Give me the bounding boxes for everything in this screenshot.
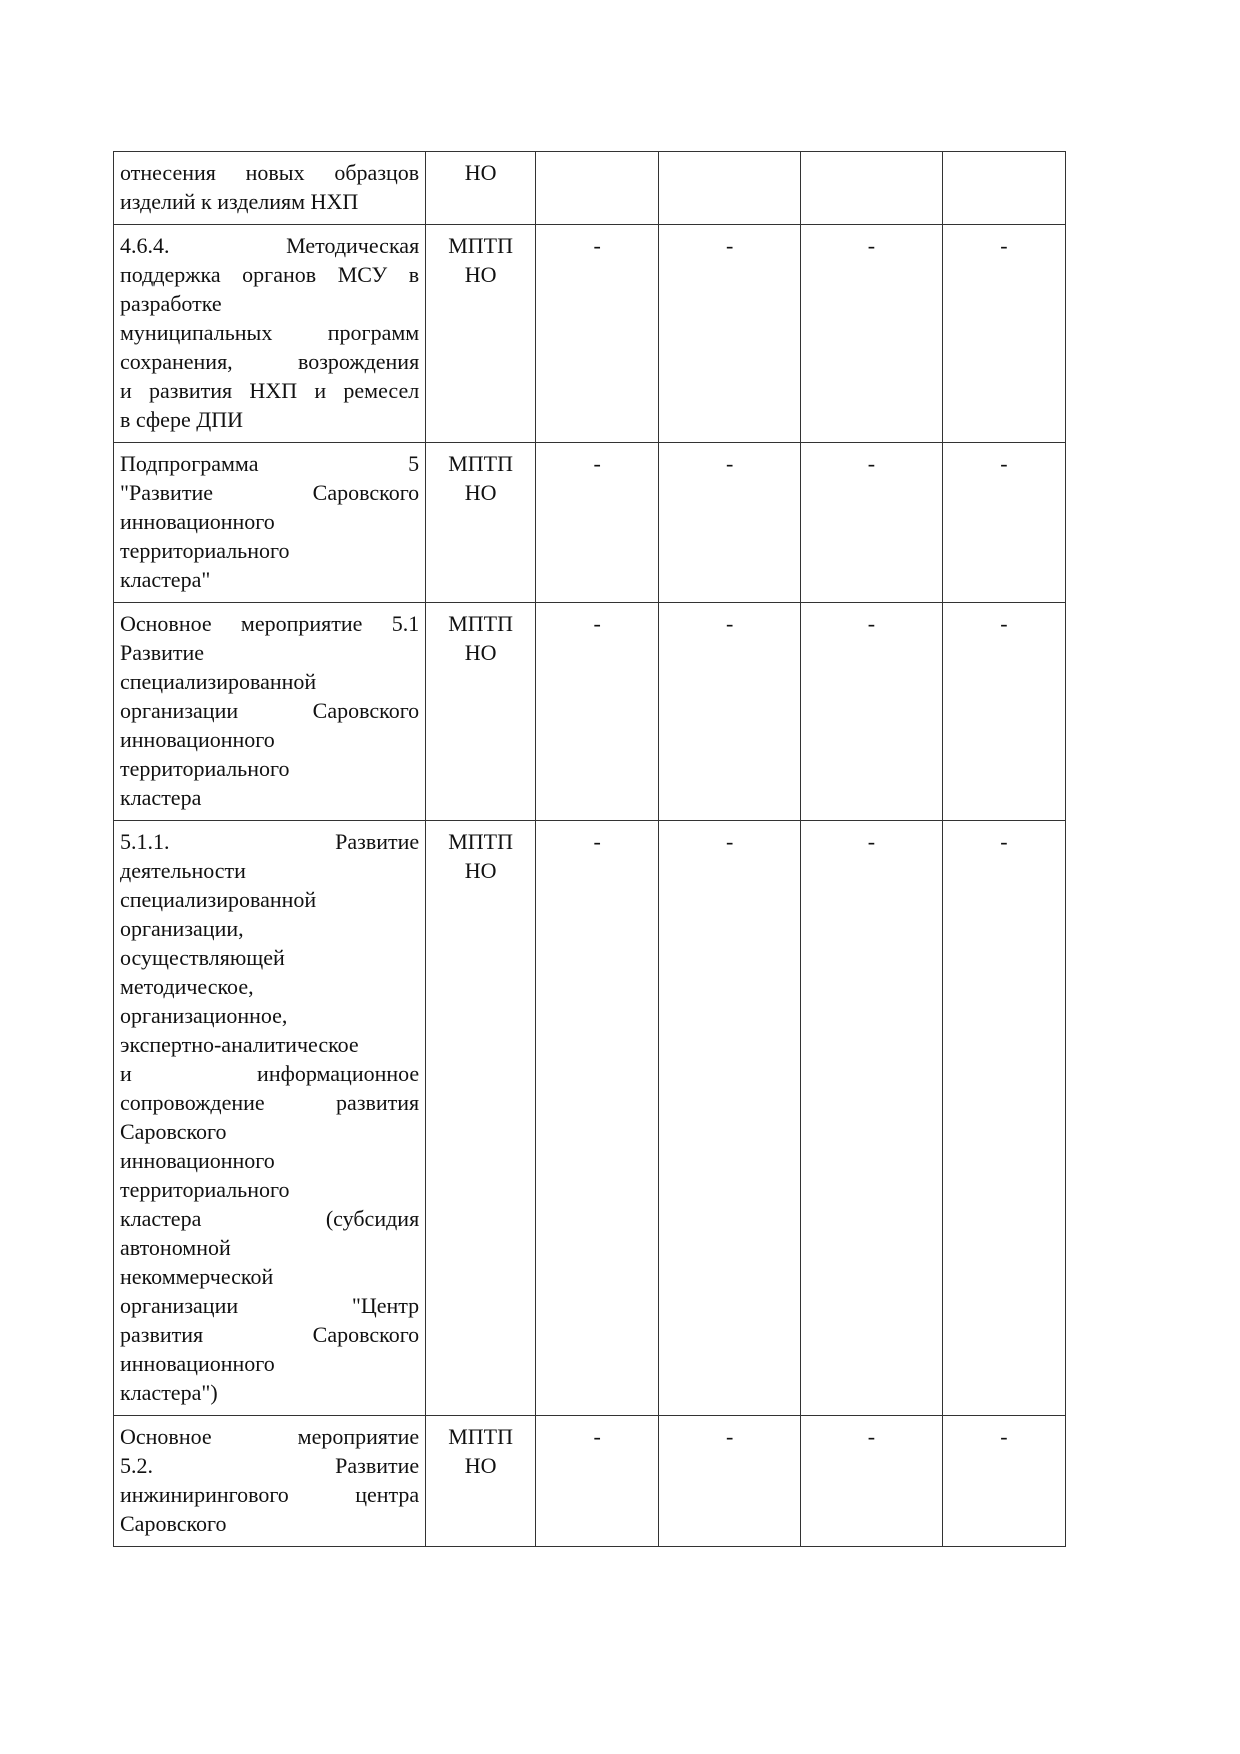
organization-cell (426, 603, 536, 821)
activity-cell (114, 821, 426, 1416)
organization-text: НО (464, 480, 497, 505)
activity-text-line: Саровского (120, 1119, 227, 1144)
activity-text-line: Подпрограмма 5 (120, 451, 420, 476)
value-cell: - (659, 821, 801, 1416)
activity-text-line: муниципальных программ (120, 320, 420, 345)
activity-text-line: специализированной (120, 887, 317, 912)
activity-text-line: инжинирингового центра (120, 1482, 420, 1507)
activity-text-line: кластера") (120, 1380, 218, 1405)
activity-text-line: организации Саровского (120, 698, 420, 723)
activity-text-line: экспертно-аналитическое (120, 1032, 359, 1057)
value-cell: - (659, 603, 801, 821)
organization-text: НО (464, 858, 497, 883)
activity-text-line: кластера (120, 785, 202, 810)
value-cell: - (536, 1416, 659, 1547)
value-cell: - (801, 443, 943, 603)
activity-text-line: развития Саровского (120, 1322, 420, 1347)
activity-text-line: Основное мероприятие 5.1 (120, 611, 420, 636)
activity-text-line: организации, (120, 916, 244, 941)
activity-text-line: кластера" (120, 567, 211, 592)
activity-text-line: Основное мероприятие (120, 1424, 420, 1449)
value-cell: - (942, 603, 1065, 821)
organization-cell (426, 225, 536, 443)
value-cell: - (659, 1416, 801, 1547)
activity-text-line: и развития НХП и ремесел (120, 378, 420, 403)
table-row (114, 152, 1066, 225)
value-cell: - (659, 443, 801, 603)
activity-text-line: методическое, (120, 974, 254, 999)
activity-text-line: осуществляющей (120, 945, 285, 970)
value-cell: - (659, 225, 801, 443)
organization-text: НО (464, 160, 497, 185)
activity-text-line: 4.6.4. Методическая (120, 233, 420, 258)
value-cell: - (942, 443, 1065, 603)
organization-text: НО (464, 262, 497, 287)
value-cell: - (536, 225, 659, 443)
activity-text-line: организации "Центр (120, 1293, 420, 1318)
activity-text-line: изделий к изделиям НХП (120, 189, 359, 214)
activity-text-line: 5.2. Развитие (120, 1453, 420, 1478)
activity-text-line: инновационного (120, 509, 275, 534)
table-body (114, 152, 1066, 1547)
activity-text-line: Развитие (120, 640, 205, 665)
activity-text-line: и информационное (120, 1061, 420, 1086)
activity-text-line: Саровского (120, 1511, 227, 1536)
organization-text: НО (464, 640, 497, 665)
table-row (114, 1416, 1066, 1547)
activity-text-line: автономной (120, 1235, 231, 1260)
activity-text-line: в сфере ДПИ (120, 407, 243, 432)
value-cell (536, 152, 659, 225)
activity-text-line: территориального (120, 756, 290, 781)
value-cell: - (942, 225, 1065, 443)
activity-cell (114, 225, 426, 443)
activity-text-line: инновационного (120, 727, 275, 752)
value-cell: - (801, 225, 943, 443)
organization-text: МПТП (448, 829, 514, 854)
organization-text: МПТП (448, 611, 514, 636)
activity-text-line: деятельности (120, 858, 246, 883)
value-cell (801, 152, 943, 225)
activity-cell (114, 1416, 426, 1547)
value-cell: - (801, 821, 943, 1416)
activity-text-line: 5.1.1. Развитие (120, 829, 420, 854)
organization-text: МПТП (448, 233, 514, 258)
activity-text-line: некоммерческой (120, 1264, 274, 1289)
value-cell: - (536, 603, 659, 821)
activity-text-line: сохранения, возрождения (120, 349, 420, 374)
organization-text: МПТП (448, 451, 514, 476)
table-row (114, 821, 1066, 1416)
activity-text-line: разработке (120, 291, 222, 316)
activity-text-line: инновационного (120, 1148, 275, 1173)
organization-cell (426, 443, 536, 603)
organization-cell (426, 152, 536, 225)
organization-text: НО (464, 1453, 497, 1478)
table-row (114, 603, 1066, 821)
activity-cell (114, 152, 426, 225)
table-row (114, 225, 1066, 443)
activity-text-line: инновационного (120, 1351, 275, 1376)
activity-cell (114, 443, 426, 603)
organization-cell (426, 821, 536, 1416)
activity-text-line: "Развитие Саровского (120, 480, 420, 505)
organization-cell (426, 1416, 536, 1547)
activity-cell (114, 603, 426, 821)
organization-text: МПТП (448, 1424, 514, 1449)
activity-text-line: кластера (субсидия (120, 1206, 420, 1231)
activity-text-line: организационное, (120, 1003, 288, 1028)
activity-text-line: отнесения новых образцов (120, 160, 420, 185)
activity-text-line: специализированной (120, 669, 317, 694)
value-cell: - (801, 1416, 943, 1547)
activity-text-line: территориального (120, 1177, 290, 1202)
value-cell: - (536, 443, 659, 603)
activity-text-line: сопровождение развития (120, 1090, 420, 1115)
value-cell (659, 152, 801, 225)
value-cell (942, 152, 1065, 225)
activity-text-line: поддержка органов МСУ в (120, 262, 420, 287)
value-cell: - (942, 1416, 1065, 1547)
value-cell: - (536, 821, 659, 1416)
table-row (114, 443, 1066, 603)
value-cell: - (801, 603, 943, 821)
program-table (113, 151, 1066, 1547)
activity-text-line: территориального (120, 538, 290, 563)
value-cell: - (942, 821, 1065, 1416)
